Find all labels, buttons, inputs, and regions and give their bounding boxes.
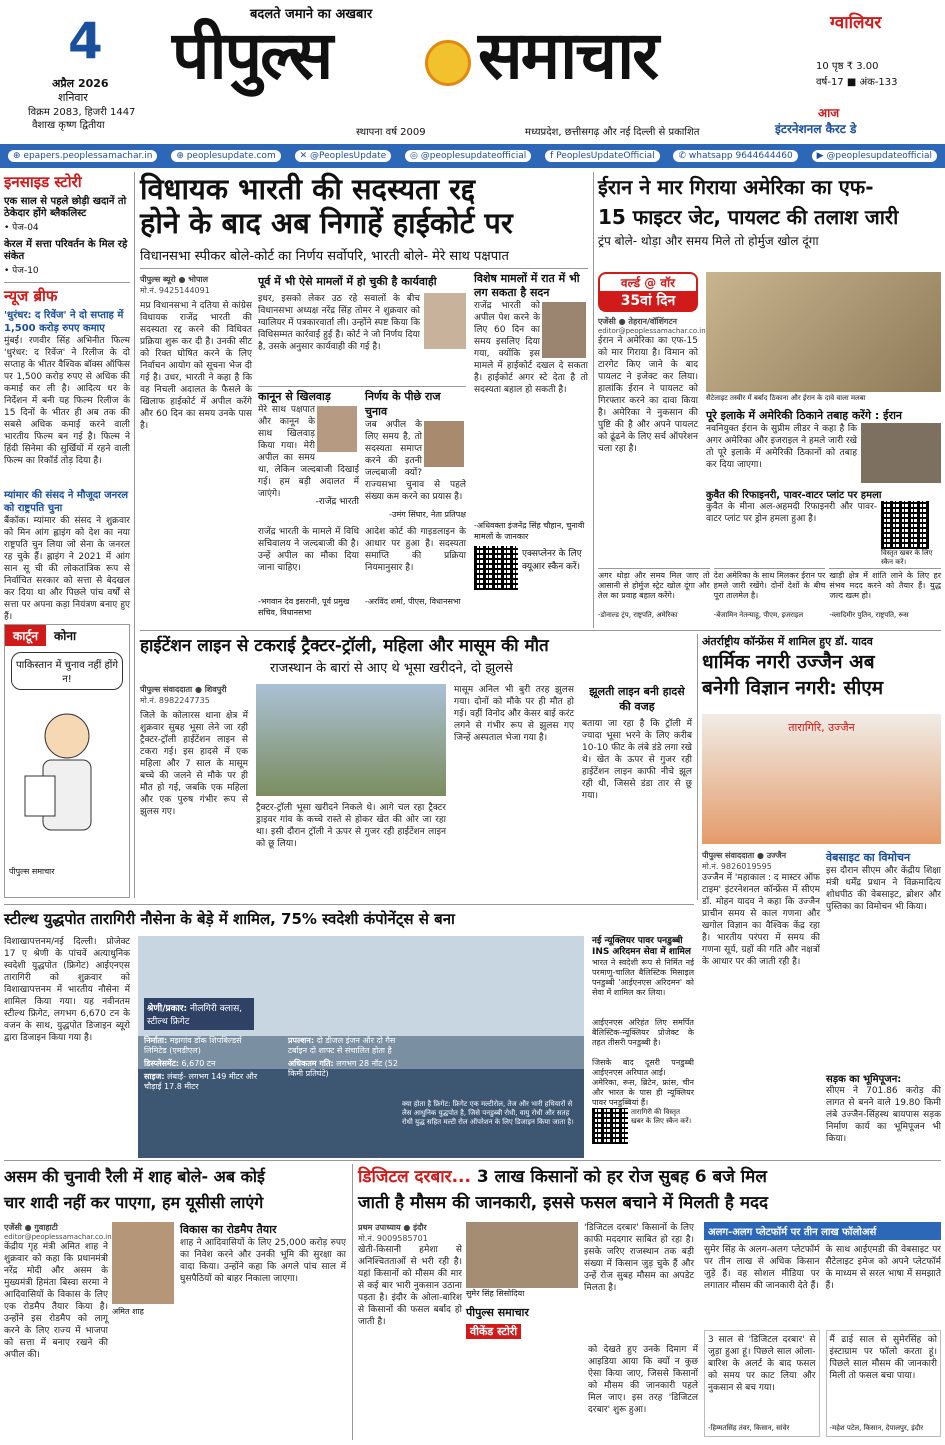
facebook-icon: f — [550, 151, 557, 161]
instagram-icon: ◎ — [410, 151, 421, 161]
published: मध्यप्रदेश, छत्तीसगढ़ और नई दिल्ली से प्रकाशित — [525, 127, 700, 138]
singhar-photo — [424, 421, 464, 467]
ujjain-headline: धार्मिक नगरी उज्जैन अब — [702, 651, 875, 673]
social-link-web[interactable]: ⊕ peoplesupdate.com — [171, 150, 280, 162]
social-band — [0, 144, 945, 168]
inside-story — [4, 172, 130, 276]
inside-title: इनसाइड स्टोरी — [4, 173, 82, 191]
globe-icon: ⊕ — [13, 151, 24, 161]
frigate-photo: श्रेणी/प्रकार: नीलगिरी क्लास, स्टील्थ फ्रिगेट निर्माता: मझगांव डॉक शिपबिल्डर्स लिमिटेड (एमडीएल) डिस्प्लेसमेंट: 6,670 टन साइज: लंबाई- लगभग 149 मीटर और चौड़ाई 17.8 मीटर प्रपल्शन: दो डीजल इंजन और दो गैस टर्बाइन दो शाफ्ट से संचालित होता है अधिकतम गति: लगभग 28 नॉट (52 किमी प्रतिघंटे) क्या होता है फ्रिगेट: फ्रिगेट एक मल्टीरोल, तेज और भारी हथियारों से लैस आधुनिक युद्धपोत है, जिसे पनडुब्बी रोधी, वायु रोधी और सतह रोधी युद्ध सहित मल्टी रोल ऑपरेशन के लिए डिजाइन किया जाता है। — [138, 936, 584, 1158]
volume: वर्ष-17 ■ अंक-133 — [816, 77, 898, 88]
cartoon-drawing — [5, 696, 129, 866]
tractor-headline: हाईटेंशन लाइन से टकराई ट्रैक्टर-ट्रॉली, महिला और मासूम की मौत — [140, 636, 549, 656]
iran-story: ईरान ने मार गिराया अमेरिका का एफ- 15 फाइटर जेट, पायलट की तलाश जारी ट्रंप बोले- थोड़ा और समय मिले तो होर्मुज खोल दूंगा वर्ल्ड @ वॉर 35वां दिन एजेंसी ● तेहरान/वॉशिंगटन editor@peoplessamachar.co.in ईरान ने अमेरिका का एफ-15 को मार गिराया है। विमान को टारगेट किए जाने के बाद पायलट ने इजेक्ट कर लिया। हालांकि ईरान ने पायलट को गिरफ्तार करने का दावा किया है। अमेरिका ने नुकसान की पुष्टि की है और अपने पायलट को ढूंढने के लिए सर्च ऑपरेशन चला रहा है। सैटेलाइट तस्वीर में बर्बाद ठिकाना और ईरान के दावे वाला मलबा पूरे इलाके में अमेरिकी ठिकाने तबाह करेंगे : ईरान नवनियुक्त ईरान के सुप्रीम लीडर ने कहा है कि अगर अमेरिका और इजराइल ने हमले जारी रखे तो पूरे इलाके में अमेरिकी ठिकानों को तबाह कर दिया जाएगा। कुवैत की रिफाइनरी, पावर-वाटर प्लांट पर हमला कुवैत के मीना अल-अहमदी रिफाइनरी और पावर-वाटर प्लांट पर ड्रोन हमला हुआ है। विस्तृत खबर के लिए स्कैन करें। अगर थोड़ा और समय मिल जाए तो आसानी से होर्मुज स्ट्रेट खोल दूंगा और तेल का प्रवाह बहाल करेंगे। -डोनाल्ड ट्रंप, राष्ट्रपति, अमेरिका देश अमेरिका के साथ मिलकर ईरान पर हमले जारी रखेंगे। दोनों देशों के बीच पूरा तालमेल है। -बेंजामिन नेतन्याहू, पीएम, इजराइल खाड़ी क्षेत्र में शांति लाने के लिए हर संभव मदद करने को तैयार हैं। युद्ध जल्द खत्म हो। -व्लादिमीर पुतिन, राष्ट्रपति, रूस — [598, 172, 941, 628]
digital-story: डिजिटल दरबार... 3 लाख किसानों को हर रोज सुबह 6 बजे मिल जाती है मौसम की जानकारी, इससे फसल बचाने में मिलती है मदद प्रथम उपाध्याय ● इंदौर मो.नं. 9009585701 खेती-किसानी हमेशा से अनिश्चितताओं से भरी रही है। यहां किसानों को मौसम की मार से कई बार भारी नुकसान उठाना पड़ता है। इंदौर के ओला-बारिश से किसानों की फसल बर्बाद हो जाती है। सुमेर सिंह सिसोदिया पीपुल्स समाचार वीकेंड स्टोरी 'डिजिटल दरबार' किसानों के लिए काफी मददगार साबित हो रहा है। इसके जरिए राजस्थान तक बड़ी संख्या में किसान जुड़ चुके हैं और उन्हें रोज सुबह मौसम का अपडेट मिलता है। को देखते हुए उनके दिमाग में आइडिया आया कि क्यों न कुछ ऐसा किया जाए, जिससे किसानों को मौसम की जानकारी पहले मिल जाए। इस तरह 'डिजिटल दरबार' शुरू हुआ। अलग-अलग प्लेटफॉर्म पर तीन लाख फॉलोअर्स सुमेर सिंह के अलग-अलग प्लेटफॉर्म पर तीन लाख से अधिक किसान जुड़े हैं। वह सोशल मीडिया पर लगातार मौसम की जानकारी देते हैं। के साथ आईएमडी की वेबसाइट पर सैटेलाइट इमेज को अपने प्लेटफॉर्म के माध्यम से सरल भाषा में समझाते हैं। 3 साल से 'डिजिटल दरबार' से जुड़ा हुआ हूं। पिछले साल ओला-बारिश के अलर्ट के बाद फसल को समय पर काट लिया और नुकसान से बच गया। -हिम्मतसिंह तंवर, किसान, सांवेर मैं ढाई साल से सुमेरसिंह को इंस्टाग्राम पर फॉलो करता हूं। पिछले साल मौसम की जानकारी मिली तो फसल बचा पाया। -महेश पटेल, किसान, देपालपुर, इंदौर — [358, 1164, 941, 1440]
date-month: अप्रैल 2026 — [52, 77, 109, 90]
digital-headline: डिजिटल दरबार... 3 लाख किसानों को हर रोज सुबह 6 बजे मिल — [358, 1167, 767, 1187]
today-label: आज — [818, 106, 840, 120]
tithi: वैशाख कृष्ण द्वितीया — [32, 120, 105, 131]
cartoon-bubble: पाकिस्तान में चुनाव नहीं होंगे न! — [11, 652, 123, 690]
tagline: बदलते जमाने का अखबार — [250, 7, 373, 22]
logo-pen-icon — [425, 40, 471, 86]
lead-qr-code[interactable] — [474, 546, 518, 590]
edition-city: ग्वालियर — [830, 13, 882, 33]
logo-title-right: समाचार — [478, 17, 658, 94]
lead-subhead: विधानसभा स्पीकर बोले-कोर्ट का निर्णय सर्वोपरि, भारती बोले- मेरे साथ पक्षपात — [140, 249, 509, 264]
expert-photo — [542, 302, 586, 358]
social-link-instagram[interactable]: ◎ @peoplesupdateofficial — [405, 150, 531, 162]
cartoon-label: कार्टून — [5, 625, 46, 646]
cartoon-credit: पीपुल्स समाचार — [9, 867, 55, 876]
globe-icon: ⊕ — [176, 151, 187, 161]
iran-qr-code[interactable] — [881, 501, 929, 549]
war-badge: वर्ल्ड @ वॉर 35वां दिन — [598, 272, 698, 312]
bharti-photo — [317, 406, 357, 452]
today-text: इंटरनेशनल कैरट डे — [775, 122, 857, 136]
navy-story: स्टील्थ युद्धपोत तारागिरी नौसेना के बेड़े में शामिल, 75% स्वदेशी कंपोनेंट्स से बना विशाखापत्तनम/नई दिल्ली। प्रोजेक्ट 17 ए श्रेणी के पांचवें अत्याधुनिक स्वदेशी युद्धपोत (फ्रिगेट) आईएनएस तारागिरी को शुक्रवार को विशाखापत्तनम में भारतीय नौसेना में शामिल किया गया। यह नवीनतम स्टील्थ फ्रिगेट, लगभग 6,670 टन के वजन के साथ, युद्धपोत डिजाइन ब्यूरो द्वारा डिजाइन किया गया है। श्रेणी/प्रकार: नीलगिरी क्लास, स्टील्थ फ्रिगेट निर्माता: मझगांव डॉक शिपबिल्डर्स लिमिटेड (एमडीएल) डिस्प्लेसमेंट: 6,670 टन साइज: लंबाई- लगभग 149 मीटर और चौड़ाई 17.8 मीटर प्रपल्शन: दो डीजल इंजन और दो गैस टर्बाइन दो शाफ्ट से संचालित होता है अधिकतम गति: लगभग 28 नॉट (52 किमी प्रतिघंटे) क्या होता है फ्रिगेट: फ्रिगेट एक मल्टीरोल, तेज और भारी हथियारों से लैस आधुनिक युद्धपोत है, जिसे पनडुब्बी रोधी, वायु रोधी और सतह रोधी युद्ध सहित मल्टी रोल ऑपरेशन के लिए डिजाइन किया जाता है। नई न्यूक्लियर पावर पनडुब्बी INS अरिदमन सेवा में शामिल भारत ने स्वदेशी रूप से निर्मित नई परमाणु-चालित बैलिस्टिक मिसाइल पनडुब्बी 'आईएनएस अरिदमन' को सेवा में शामिल कर लिया। आईएनएस अरिहंत लिए समर्पित बैलिस्टिक-न्यूक्लियर प्रोजेक्ट के तहत तीसरी पनडुब्बी है। जिसके बाद दूसरी पनडुब्बी आईएनएस अरिघात आई। अमेरिका, रूस, ब्रिटेन, फ्रांस, चीन और भारत के पास ही न्यूक्लियर पावर पनडुब्बियां हैं। तारागिरी की विस्तृत खबर के लिए स्कैन करें। — [4, 908, 694, 1158]
cm-yadav-photo: तारागिरि, उज्जैन — [702, 714, 941, 844]
social-link-facebook[interactable]: f PeoplesUpdateOfficial — [545, 150, 659, 162]
iran-satellite-photo — [706, 272, 941, 392]
inside-item[interactable]: केरल में सत्ता परिवर्तन के मिल रहे संकेत • पेज-10 — [4, 239, 128, 276]
logo-title-left: पीपुल्स — [172, 17, 332, 94]
social-link-epaper[interactable]: ⊕ epapers.peoplessamachar.in — [8, 150, 157, 162]
tomar-photo — [424, 293, 466, 349]
news-brief-title: न्यूज ब्रीफ — [4, 287, 58, 305]
tractor-story: हाईटेंशन लाइन से टकराई ट्रैक्टर-ट्रॉली, महिला और मासूम की मौत राजस्थान के बारां से आए थे भूसा खरीदने, दो झुलसे पीपुल्स संवाददाता ● शिवपुरी मो.नं. 8982247735 जिले के कोलारस थाना क्षेत्र में शुक्रवार सुबह भूसा लेने जा रही ट्रैक्टर-ट्रॉली हाईटेंशन लाइन से टकरा गई। इस हादसे में एक महिला और 7 साल के मासूम बच्चे की जलने से मौके पर ही मौत हो गई, जबकि एक महिला और एक पुरुष गंभीर रूप से झुलस गए। ट्रैक्टर-ट्रॉली भूसा खरीदने निकले थे। आगे चल रहा ट्रैक्टर ड्राइवर गांव के कच्चे रास्ते से होकर खेत की ओर जा रहा था। इसी दौरान ट्रॉली ने ऊपर से गुजर रही हाईटेंशन लाइन को छू लिया। मासूम अनिल भी बुरी तरह झुलस गया। दोनों को मौके पर ही मौत हो गई। वहीं विनोद और केसर बाई करंट लगने से गंभीर रूप से झुलस गए जिन्हें अस्पताल भेजा गया है। झूलती लाइन बनी हादसे की वजह बताया जा रहा है कि ट्रॉली में ज्यादा भूसा भरने के लिए करीब 10-10 फीट के लंबे डंडे लगा रखे थे। खेत के ऊपर से गुजर रही हाईटेंशन लाइन काफी नीचे झूल रही थी, जिससे डंडा तार से छू गया। — [140, 636, 692, 849]
sumer-singh-photo — [466, 1222, 578, 1288]
masthead — [0, 0, 945, 140]
navy-headline: स्टील्थ युद्धपोत तारागिरी नौसेना के बेड़े में शामिल, 75% स्वदेशी कंपोनेंट्स से बना — [4, 910, 455, 928]
social-link-x[interactable]: ✕ @PeoplesUpdate — [295, 150, 392, 162]
news-brief: न्यूज ब्रीफ 'धुरंधर: द रिवेंज' ने दो सप्ताह में 1,500 करोड़ रुपए कमाए मुंबई। रणवीर सिंह अभिनीत फिल्म 'धुरंधर: द रिवेंज' ने रिलीज के दो सप्ताह के भीतर वैश्विक बॉक्स ऑफिस पर 1,500 करोड़ रुपए से अधिक की कमाई कर ली है। आदित्य धर के निर्देशन में बनी यह फिल्म रिलीज के 15 दिनों के भीतर ही अब तक की सबसे अधिक कमाई करने वाली भारतीय फिल्म बन गई है। फिल्म ने हिंदी सिनेमा की सुर्खियों में रहने वाली फिल्म का रिकॉर्ड तोड़ दिया है। म्यांमार की संसद ने मौजूदा जनरल को राष्ट्रपति चुना बैंकॉक। म्यांमार की संसद ने शुक्रवार को मिन आंग ह्लाइंग को देश का नया राष्ट्रपति चुन लिया जो सेना के जनरल रह चुके हैं। ह्लाइंग ने 2021 में आंग सान सू ची की लोकतांत्रिक रूप से निर्वाचित सरकार को सत्ता से बेदखल कर दिया था और पिछले पांच वर्षों से सत्ता पर अपना कड़ा नियंत्रण बनाए हुए हैं। — [4, 287, 130, 622]
date-number: 4 — [68, 12, 103, 70]
cartoon-box — [4, 624, 130, 898]
amit-shah-photo — [112, 1222, 174, 1304]
tractor-photo — [256, 684, 446, 796]
iran-leader-photo — [861, 423, 941, 483]
assam-story: असम की चुनावी रैली में शाह बोले- अब कोई चार शादी नहीं कर पाएगा, हम यूसीसी लाएंगे एजेंसी ● गुवाहाटी editor@peoplessamachar.co.in केंद्रीय गृह मंत्री अमित शाह ने शुक्रवार को कहा कि प्रधानमंत्री नरेंद्र मोदी और असम के मुख्यमंत्री हिमंता बिस्वा सरमा ने आदिवासियों के विकास के लिए एक रोडमैप तैयार किया है। उन्होंने इस रोडमैप को लागू करने के लिए राज्य में भाजपा को सत्ता में बनाए रखने की अपील की। अमित शाह विकास का रोडमैप तैयार शाह ने आदिवासियों के लिए 25,000 करोड़ रुपए का निवेश करने और उनकी भूमि की सुरक्षा का वादा किया। उन्होंने कहा कि अगले पांच साल में घुसपैठियों को बाहर निकाला जाएगा। — [4, 1164, 346, 1440]
assam-headline: असम की चुनावी रैली में शाह बोले- अब कोई — [4, 1167, 265, 1186]
x-icon: ✕ — [299, 151, 310, 161]
established: स्थापना वर्ष 2009 — [356, 127, 426, 138]
social-link-whatsapp[interactable]: ✆ whatsapp 9644644460 — [673, 150, 797, 162]
price: 10 पृष्ठ ₹ 3.00 — [816, 61, 879, 72]
ujjain-story: अंतर्राष्ट्रीय कॉन्फ्रेंस में शामिल हुए डॉ. यादव धार्मिक नगरी उज्जैन अब बनेगी विज्ञान नगरी: सीएम तारागिरि, उज्जैन पीपुल्स संवाददाता ● उज्जैन मो.नं. 9826019595 उज्जैन में 'महाकाल : द मास्टर ऑफ टाइम' इंटरनेशनल कॉन्फ्रेंस में सीएम डॉ. मोहन यादव ने कहा कि उज्जैन प्राचीन समय से काल गणना और खगोल विज्ञान का वैश्विक केंद्र रहा है। भारतीय परंपरा में समय की गणना सूर्य, ग्रहों की गति और नक्षत्रों के आधार पर की जाती रही है। वेबसाइट का विमोचन इस दौरान सीएम और केंद्रीय शिक्षा मंत्री धर्मेंद्र प्रधान ने विक्रमादित्य शोधपीठ की वेबसाइट, ब्रोशर और पुस्तिका का विमोचन भी किया। सड़क का भूमिपूजन: सीएम ने 701.86 करोड़ की लागत से बनने वाले 19.80 किमी लंबे उज्जैन-सिंहस्थ बायपास सड़क निर्माण कार्य का भूमिपूजन भी किया। — [702, 635, 941, 1144]
lead-headline: विधायक भारती की सदस्यता रद्द — [140, 172, 476, 206]
weekday: शनिवार — [58, 91, 88, 104]
whatsapp-icon: ✆ — [678, 151, 689, 161]
youtube-icon: ▶ — [816, 151, 827, 161]
iran-headline: ईरान ने मार गिराया अमेरिका का एफ- — [598, 175, 874, 199]
inside-item[interactable]: एक साल से पहले छोड़ी खदानें तो ठेकेदार होंगे ब्लैकलिस्ट • पेज-04 — [4, 196, 127, 233]
lead-story: विधायक भारती की सदस्यता रद्द होने के बाद अब निगाहें हाईकोर्ट पर विधानसभा स्पीकर बोले-कोर्ट का निर्णय सर्वोपरि, भारती बोले- मेरे साथ पक्षपात पीपुल्स ब्यूरो ● भोपाल मो.नं. 9425144091 मप्र विधानसभा ने दतिया से कांग्रेस विधायक राजेंद्र भारती की सदस्यता रद्द करने की विधिवत प्रक्रिया शुरू कर दी है। उनकी सीट को रिक्त घोषित करने के लिए निर्वाचन आयोग को सूचना भेज दी गई है। उधर, भारती ने कहा है कि वह निचली अदालत के फैसले के खिलाफ हाईकोर्ट में अपील करेंगे और 60 दिन का समय उनके पास है। पूर्व में भी ऐसे मामलों में हो चुकी है कार्यवाही इधर, इसको लेकर उठ रहे सवालों के बीच विधानसभा अध्यक्ष नरेंद्र सिंह तोमर ने शुक्रवार को ग्वालियर में पत्रकारवार्ता ली। उन्होंने स्पष्ट किया कि विधिसम्मत कार्रवाई हुई है। कोर्ट ने जो निर्णय दिया है, उसके अनुसार कार्यवाही की गई है। कानून से खिलवाड़ मेरे साथ पक्षपात और कानून के साथ खिलवाड़ किया गया। मेरी अपील का समय था, लेकिन जल्दबाजी दिखाई गई। हम बड़ी अदालत में जाएंगे। -राजेंद्र भारती निर्णय के पीछे राज चुनाव जब अपील के लिए समय है, तो सदस्यता समाप्त करने की इतनी जल्दबाजी क्यों? राज्यसभा चुनाव से पहले संख्या कम करने का प्रयास है। -उमंग सिंघार, नेता प्रतिपक्ष राजेंद्र भारती के मामले में विधि सचिवालय ने जल्दबाजी की है। उन्हें अपील का मौका दिया जाना चाहिए। -भगवान देव इसरानी, पूर्व प्रमुख सचिव, विधानसभा आदेश कोर्ट की गाइडलाइन के आधार पर हुआ है। सदस्यता समाप्ति की प्रक्रिया नियमानुसार है। -अरविंद शर्मा, पीएस, विधानसभा विशेष मामलों में रात में भी लग सकता है सदन राजेंद्र भारती को अपील पेश करने के लिए 60 दिन का समय इसलिए दिया गया, क्योंकि इस मामले में हाईकोर्ट दखल दे सकता है। हाईकोर्ट अगर स्टे देता है तो सदस्यता बहाल हो सकती है। -अधिवक्ता इंजनेंद्र सिंह चौहान, चुनावी मामलों के जानकार एक्सप्लेनर के लिए क्यूआर स्कैन करें। — [140, 172, 588, 617]
samvat: विक्रम 2083, हिजरी 1447 — [28, 107, 136, 118]
cartoon-corner: कोना — [54, 629, 77, 643]
navy-qr-code[interactable] — [592, 1108, 628, 1144]
social-link-youtube[interactable]: ▶ @peoplesupdateofficial — [812, 150, 937, 162]
